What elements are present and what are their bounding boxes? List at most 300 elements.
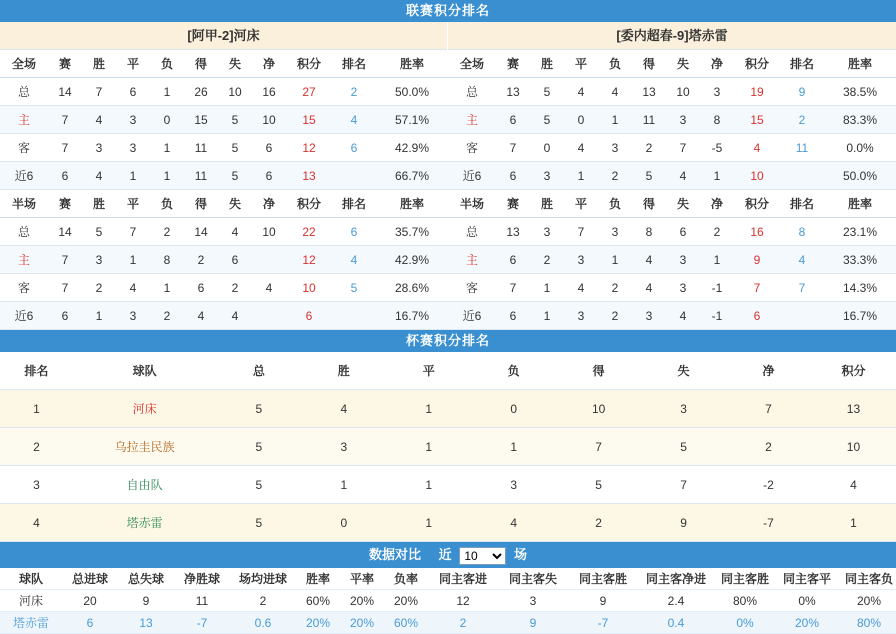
cell-played: 13 [496,218,530,246]
cell-goals-for: 11 [184,162,218,190]
cell-goals-for: 13 [632,78,666,106]
cell-played: 7 [48,246,82,274]
col-draw: 平 [116,50,150,78]
cell-win: 3 [301,428,386,466]
cell-rank [332,162,376,190]
cell-goal-diff: 2 [700,218,734,246]
cell-points: 10 [734,162,780,190]
cell-played: 6 [496,246,530,274]
cell-same-venue-loss-pct: 80% [838,612,896,634]
cell-winrate: 33.3% [824,246,896,274]
cell-goals-against: 3 [666,106,700,134]
cell-loss: 2 [150,302,184,330]
cell-goal-diff [252,246,286,274]
cell-same-venue-net: 0.4 [638,612,714,634]
cell-goals-against: 2 [218,274,252,302]
left-team-name: [阿甲-2]河床 [0,22,447,50]
cell-goals-for: 2 [632,134,666,162]
cell-winrate: 38.5% [824,78,896,106]
table-row [0,390,896,428]
compare-suffix: 场 [513,547,527,562]
cell-goal-diff: 10 [252,106,286,134]
cell-win: 0 [301,504,386,542]
col-avg-goals: 场均进球 [230,568,296,590]
cell-draw: 1 [386,504,471,542]
cell-same-venue-win: 9 [568,590,638,612]
col-points: 积分 [734,50,780,78]
cell-played: 6 [496,162,530,190]
col-goal-diff: 净 [700,190,734,218]
cell-goals-against: 4 [218,302,252,330]
cell-rank: 8 [780,218,824,246]
cell-winrate: 16.7% [376,302,448,330]
table-row [0,466,896,504]
cell-played: 6 [48,302,82,330]
cell-draw: 1 [116,246,150,274]
row-label: 客 [0,274,48,302]
cell-goals-for: 10 [556,390,641,428]
cell-win: 3 [82,246,116,274]
col-goals-conceded: 总失球 [118,568,174,590]
col-loss: 负 [598,190,632,218]
cell-winrate: 16.7% [824,302,896,330]
col-played: 赛 [48,50,82,78]
cell-loss-rate: 60% [384,612,428,634]
cell-played: 7 [48,274,82,302]
row-label: 总 [0,218,48,246]
cell-same-venue-conceded: 9 [498,612,568,634]
cell-goal-diff: -7 [174,612,230,634]
table-row [448,302,896,330]
cell-points: 22 [286,218,332,246]
cell-goals-against: 5 [218,106,252,134]
col-points: 积分 [734,190,780,218]
cell-draw-rate: 20% [340,590,384,612]
cell-goals-against: 10 [218,78,252,106]
cell-rank: 2 [332,78,376,106]
cell-win: 2 [530,246,564,274]
col-draw-rate: 平率 [340,568,384,590]
cell-winrate: 14.3% [824,274,896,302]
cell-win: 3 [82,134,116,162]
col-same-venue-win: 同主客胜 [568,568,638,590]
cell-win: 7 [82,78,116,106]
cell-win-rate: 20% [296,612,340,634]
col-goals-against: 失 [218,50,252,78]
cell-win: 4 [82,106,116,134]
cell-points: 9 [734,246,780,274]
cell-played: 7 [496,274,530,302]
cell-draw: 1 [386,466,471,504]
col-rank: 排名 [332,190,376,218]
cell-goal-diff: 2 [726,428,811,466]
cell-played: 7 [496,134,530,162]
cell-winrate: 0.0% [824,134,896,162]
cell-win: 1 [82,302,116,330]
col-goals-for: 得 [184,50,218,78]
cell-draw: 3 [564,246,598,274]
col-winrate: 胜率 [824,190,896,218]
cell-loss: 8 [150,246,184,274]
cell-loss: 1 [598,246,632,274]
cell-points: 12 [286,246,332,274]
row-label: 主 [0,246,48,274]
cell-rank: 1 [0,390,73,428]
col-points: 积分 [286,190,332,218]
col-goal-diff: 净 [252,190,286,218]
cell-draw: 4 [116,274,150,302]
col-goals-for: 得 [632,50,666,78]
table-row [0,134,448,162]
row-label: 主 [448,246,496,274]
col-win: 胜 [301,352,386,390]
cell-goals-for: 15 [184,106,218,134]
cell-points: 19 [734,78,780,106]
cell-points: 4 [811,466,896,504]
cell-goals-against: 7 [666,134,700,162]
cell-loss: 0 [150,106,184,134]
cell-goal-diff: -2 [726,466,811,504]
cell-goals-against: 4 [218,218,252,246]
cell-goal-diff: 7 [726,390,811,428]
cell-goals-for: 4 [632,246,666,274]
col-draw: 平 [564,190,598,218]
cell-draw: 3 [564,302,598,330]
cell-loss: 2 [150,218,184,246]
cell-points: 6 [286,302,332,330]
cell-draw: 4 [564,274,598,302]
cell-win: 5 [530,106,564,134]
table-row [0,302,448,330]
cell-goal-diff: 10 [252,218,286,246]
row-label: 总 [448,78,496,106]
cell-goal-diff: 1 [700,246,734,274]
col-points: 积分 [286,50,332,78]
cell-winrate: 28.6% [376,274,448,302]
cell-goals-against: 9 [641,504,726,542]
col-rank: 排名 [0,352,73,390]
col-same-venue-win-pct: 同主客胜 [714,568,776,590]
row-label: 总 [0,78,48,106]
cell-same-venue-draw-pct: 20% [776,612,838,634]
cell-loss: 3 [471,466,556,504]
cell-draw: 3 [116,134,150,162]
cell-winrate: 42.9% [376,134,448,162]
cell-win: 2 [82,274,116,302]
cup-standings-title: 杯赛积分排名 [0,330,896,352]
cell-team[interactable]: 河床 [0,590,62,612]
cell-total: 5 [216,428,301,466]
cell-winrate: 35.7% [376,218,448,246]
row-label: 近6 [0,302,48,330]
cell-goals-for: 5 [556,466,641,504]
cell-rank: 4 [780,246,824,274]
cell-rank: 9 [780,78,824,106]
cell-winrate: 50.0% [376,78,448,106]
cell-rank: 3 [0,466,73,504]
league-standings-title: 联赛积分排名 [0,0,896,22]
cell-same-venue-win: -7 [568,612,638,634]
cell-draw-rate: 20% [340,612,384,634]
col-loss: 负 [598,50,632,78]
cell-draw: 6 [116,78,150,106]
col-loss: 负 [150,190,184,218]
cell-draw: 4 [564,134,598,162]
table-row [448,106,896,134]
col-goals-for: 得 [184,190,218,218]
cell-rank: 5 [332,274,376,302]
cell-goals-against: 3 [641,390,726,428]
row-label: 主 [0,106,48,134]
cell-points: 16 [734,218,780,246]
table-row [448,78,896,106]
cell-loss: 3 [598,134,632,162]
col-winrate: 胜率 [824,50,896,78]
right-fulltime-header [448,50,896,78]
cell-goal-diff: 8 [700,106,734,134]
compare-header-row [0,568,896,590]
cell-team[interactable]: 自由队 [73,466,217,504]
cell-same-venue-scored: 2 [428,612,498,634]
col-winrate: 胜率 [376,190,448,218]
cell-winrate: 66.7% [376,162,448,190]
col-goals-against: 失 [666,190,700,218]
left-team-panel [0,22,448,330]
cell-points: 1 [811,504,896,542]
col-win-rate: 胜率 [296,568,340,590]
cell-winrate: 83.3% [824,106,896,134]
cell-goal-diff: -7 [726,504,811,542]
cell-goals-against: 5 [218,162,252,190]
cell-win: 3 [530,162,564,190]
table-row [0,162,448,190]
cell-goals-for: 26 [184,78,218,106]
cell-win: 1 [530,274,564,302]
cell-loss-rate: 20% [384,590,428,612]
cell-rank [332,302,376,330]
left-halftime-header [0,190,448,218]
cell-goal-diff [252,302,286,330]
cell-goals-conceded: 9 [118,590,174,612]
col-same-venue-loss-pct: 同主客负 [838,568,896,590]
cell-win: 1 [301,466,386,504]
cell-goal-diff: 16 [252,78,286,106]
cell-points: 10 [286,274,332,302]
col-rank: 排名 [332,50,376,78]
cell-rank: 2 [780,106,824,134]
cell-winrate: 23.1% [824,218,896,246]
row-label: 近6 [448,302,496,330]
cell-same-venue-draw-pct: 0% [776,590,838,612]
cell-team[interactable]: 河床 [73,390,217,428]
cell-goals-against: 10 [666,78,700,106]
cell-goal-diff: 6 [252,162,286,190]
row-label: 近6 [448,162,496,190]
row-label: 客 [448,134,496,162]
cell-goal-diff: -5 [700,134,734,162]
cell-goals-against: 3 [666,246,700,274]
cell-goals-conceded: 13 [118,612,174,634]
col-same-venue-scored: 同主客进 [428,568,498,590]
col-scope: 全场 [448,50,496,78]
right-fulltime-table [448,50,896,190]
cell-draw: 3 [116,302,150,330]
right-team-name: [委内超春-9]塔赤雷 [448,22,896,50]
col-goals-against: 失 [218,190,252,218]
cell-team[interactable]: 塔赤雷 [0,612,62,634]
cell-team[interactable]: 乌拉圭民族 [73,428,217,466]
cell-winrate: 42.9% [376,246,448,274]
cell-goals-scored: 20 [62,590,118,612]
col-goals-for: 得 [632,190,666,218]
cell-loss: 1 [150,274,184,302]
col-rank: 排名 [780,50,824,78]
cell-goals-against: 4 [666,302,700,330]
cell-draw: 1 [116,162,150,190]
data-compare-table [0,568,896,634]
cell-win: 4 [301,390,386,428]
left-fulltime-table [0,50,448,190]
cell-total: 5 [216,504,301,542]
col-winrate: 胜率 [376,50,448,78]
col-win: 胜 [82,190,116,218]
col-played: 赛 [496,50,530,78]
cup-standings-table [0,352,896,542]
cell-loss: 1 [150,78,184,106]
cell-draw: 1 [564,162,598,190]
data-compare-title-bar [0,542,896,568]
cup-header-row [0,352,896,390]
col-goals-for: 得 [556,352,641,390]
cell-winrate: 57.1% [376,106,448,134]
cell-goals-for: 2 [556,504,641,542]
compare-title: 数据对比 [369,547,422,562]
col-draw: 平 [564,50,598,78]
cell-win: 0 [530,134,564,162]
col-points: 积分 [811,352,896,390]
cell-same-venue-win-pct: 0% [714,612,776,634]
cell-goals-for: 11 [632,106,666,134]
col-goal-diff: 净 [252,50,286,78]
cell-points: 7 [734,274,780,302]
cell-played: 6 [496,302,530,330]
cell-same-venue-loss-pct: 20% [838,590,896,612]
row-label: 总 [448,218,496,246]
cell-goals-against: 7 [641,466,726,504]
cell-draw: 7 [116,218,150,246]
cell-points: 6 [734,302,780,330]
table-row [448,274,896,302]
cell-played: 7 [48,106,82,134]
cell-goals-for: 7 [556,428,641,466]
col-loss: 负 [150,50,184,78]
cell-win-rate: 60% [296,590,340,612]
cell-total: 5 [216,466,301,504]
table-row [448,162,896,190]
right-halftime-header [448,190,896,218]
compare-range-select[interactable] [459,547,506,565]
col-goal-diff: 净胜球 [174,568,230,590]
table-row [448,134,896,162]
cell-rank: 6 [332,134,376,162]
cell-goals-against: 5 [218,134,252,162]
compare-prefix: 近 [438,547,452,562]
cell-loss: 4 [598,78,632,106]
cell-points: 15 [286,106,332,134]
cell-points: 4 [734,134,780,162]
cell-goals-against: 6 [218,246,252,274]
cell-goal-diff: 6 [252,134,286,162]
cell-loss: 1 [471,428,556,466]
cell-loss: 2 [598,274,632,302]
row-label: 客 [448,274,496,302]
col-draw: 平 [116,190,150,218]
cell-played: 14 [48,78,82,106]
cell-win: 5 [530,78,564,106]
cell-goals-for: 6 [184,274,218,302]
cell-goals-for: 2 [184,246,218,274]
col-win: 胜 [530,50,564,78]
cell-win: 1 [530,302,564,330]
cell-goals-for: 5 [632,162,666,190]
col-goals-scored: 总进球 [62,568,118,590]
col-loss-rate: 负率 [384,568,428,590]
cell-goals-against: 3 [666,274,700,302]
cell-points: 13 [286,162,332,190]
cell-team[interactable]: 塔赤雷 [73,504,217,542]
cell-loss: 1 [150,162,184,190]
cell-goals-against: 4 [666,162,700,190]
col-played: 赛 [496,190,530,218]
table-row [0,78,448,106]
left-halftime-table [0,190,448,330]
cell-draw: 1 [386,428,471,466]
cell-goal-diff: 3 [700,78,734,106]
cell-draw: 1 [386,390,471,428]
cell-rank [780,162,824,190]
table-row [0,274,448,302]
cell-goal-diff: 11 [174,590,230,612]
cell-win: 4 [82,162,116,190]
cell-goals-for: 4 [184,302,218,330]
right-team-panel [448,22,896,330]
col-goals-against: 失 [641,352,726,390]
cell-rank: 4 [332,246,376,274]
col-rank: 排名 [780,190,824,218]
cell-played: 7 [48,134,82,162]
league-standings-panels [0,22,896,330]
col-goal-diff: 净 [726,352,811,390]
cell-played: 6 [48,162,82,190]
cell-goals-against: 6 [666,218,700,246]
table-row [0,504,896,542]
cell-goals-for: 8 [632,218,666,246]
cell-avg-goals: 2 [230,590,296,612]
col-played: 赛 [48,190,82,218]
table-row [448,218,896,246]
cell-total: 5 [216,390,301,428]
col-win: 胜 [82,50,116,78]
cell-rank: 6 [332,218,376,246]
table-row [0,218,448,246]
col-loss: 负 [471,352,556,390]
table-row [0,106,448,134]
cell-points: 13 [811,390,896,428]
cell-loss: 1 [150,134,184,162]
right-halftime-table [448,190,896,330]
cell-goals-scored: 6 [62,612,118,634]
col-win: 胜 [530,190,564,218]
